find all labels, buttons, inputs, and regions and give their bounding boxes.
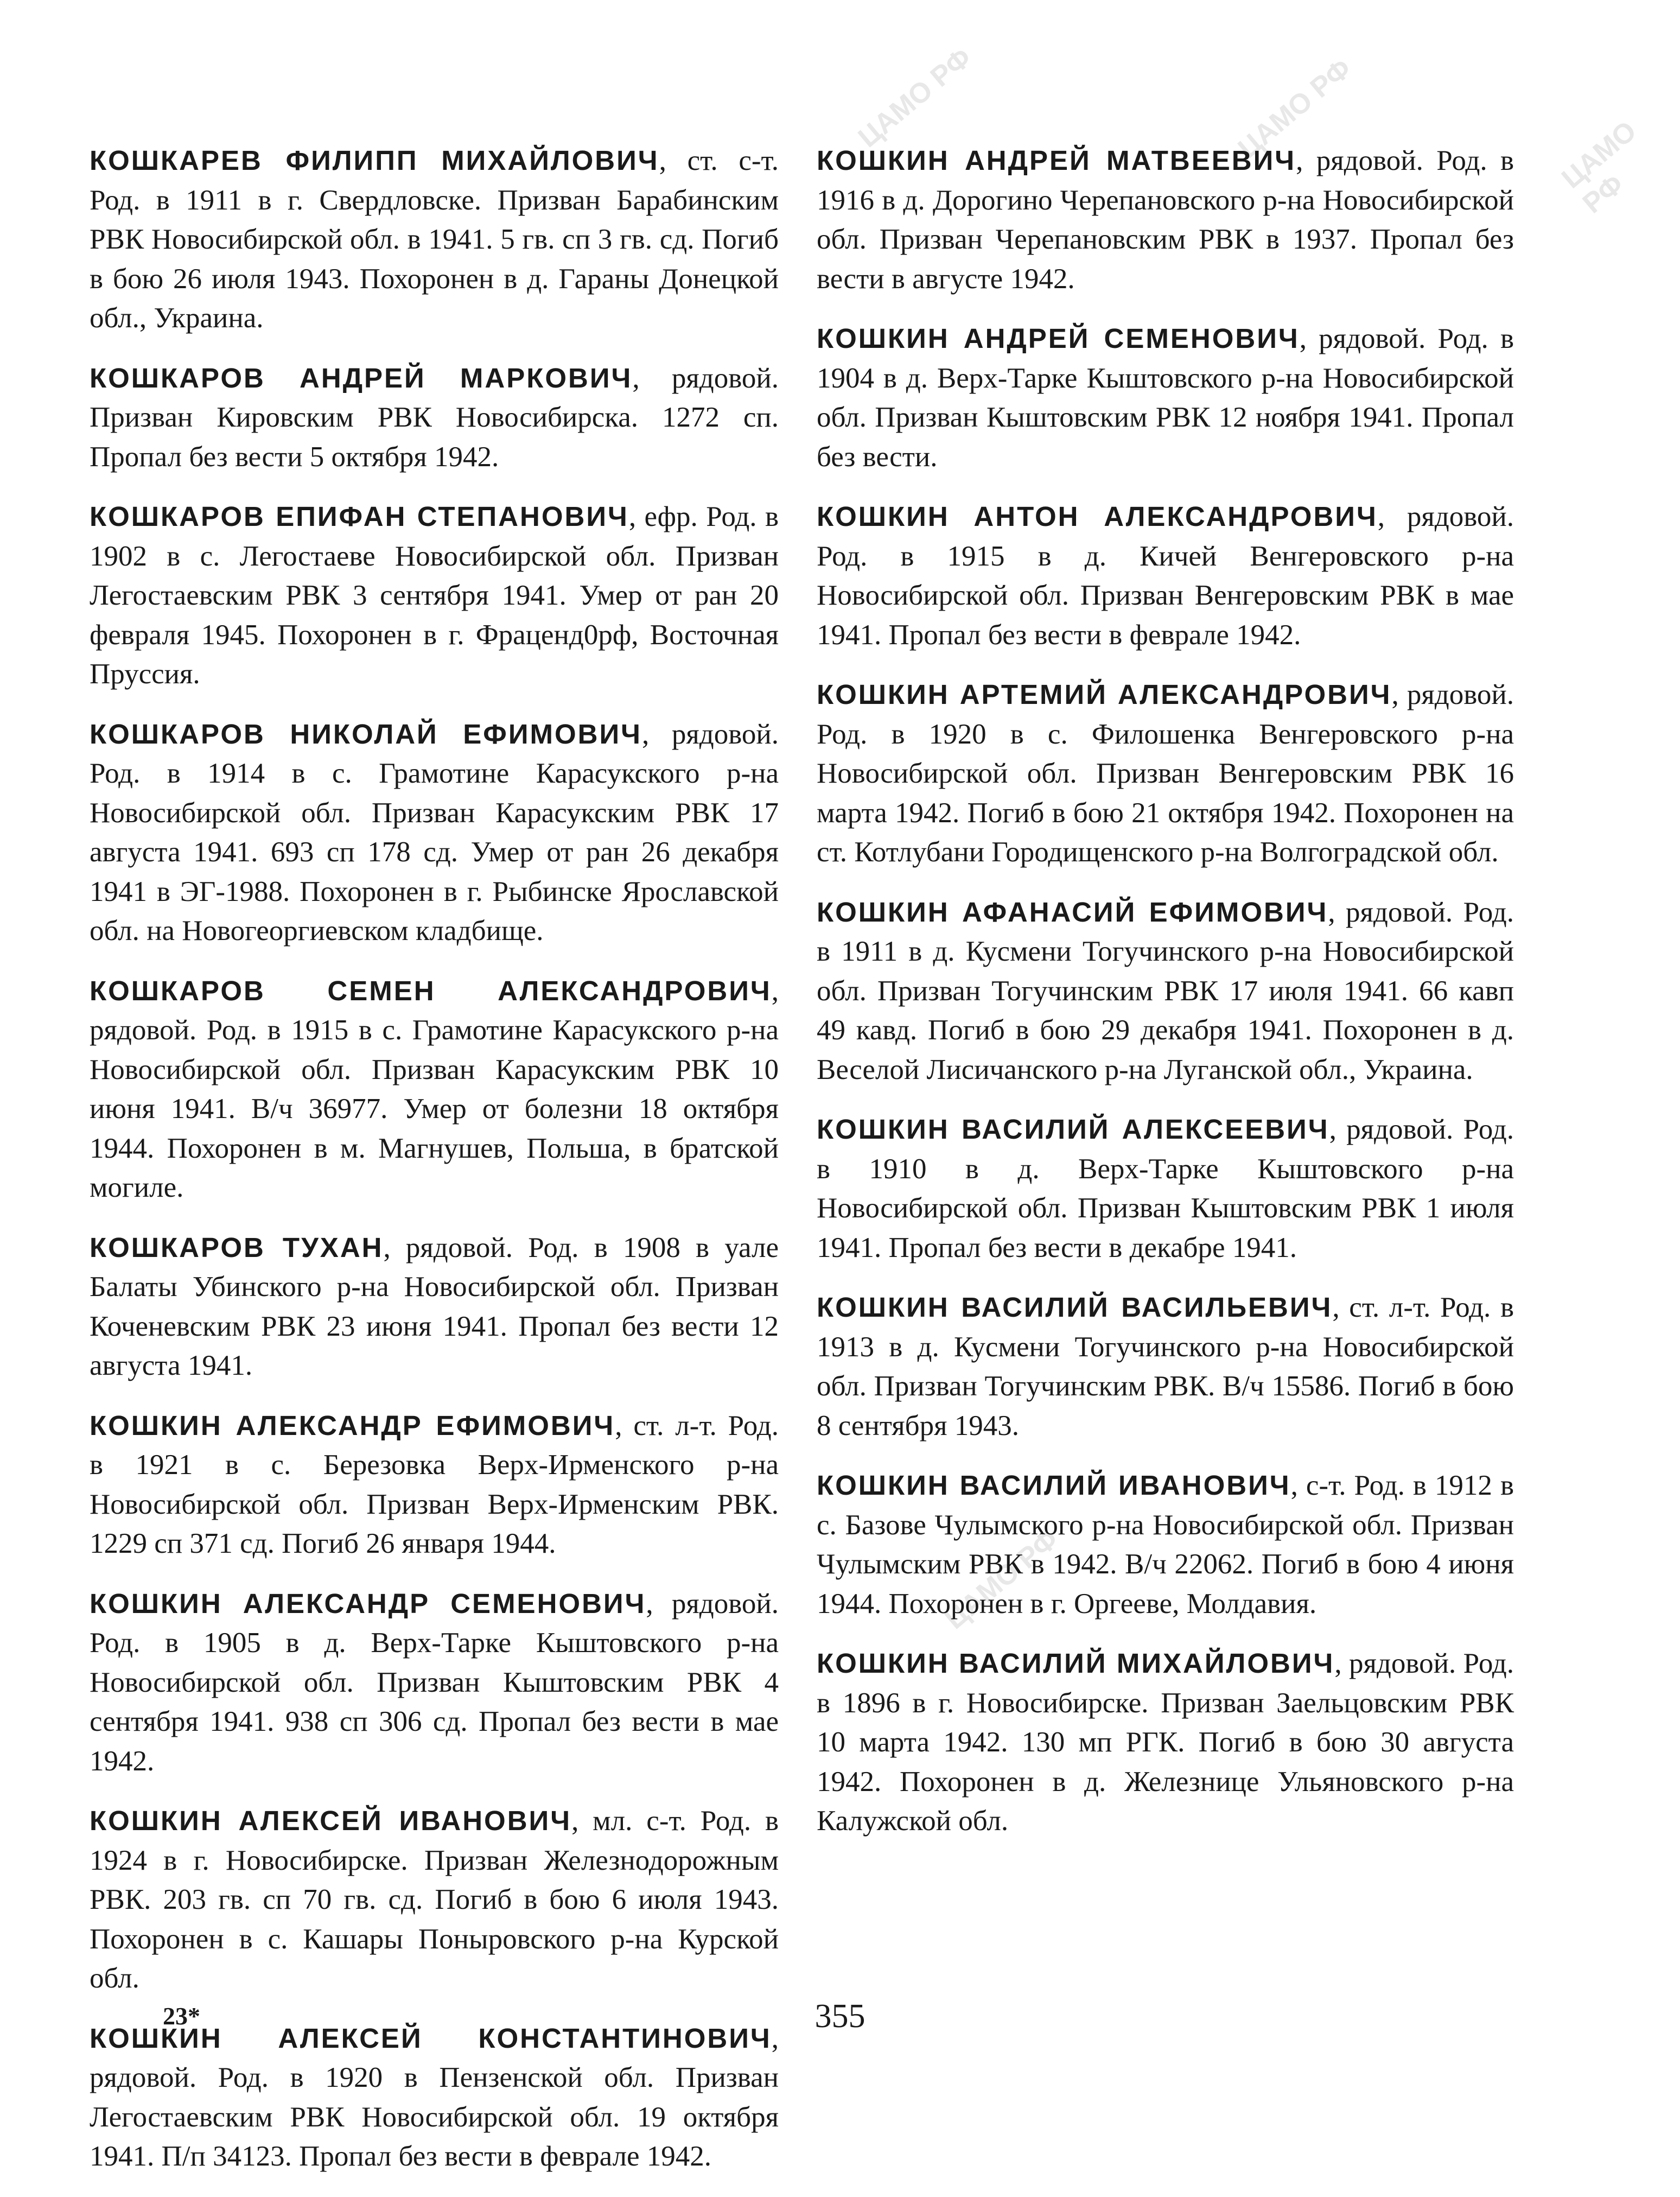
- watermark-stamp: ЦАМО РФ: [852, 41, 978, 154]
- watermark-stamp: ЦАМО РФ: [939, 1523, 1065, 1636]
- entry-text: , рядовой. Призван Кировским РВК Новосибирска. 1272 сп. Пропал без вести 5 октября 1942.: [90, 362, 779, 473]
- entry: [817, 141, 1514, 299]
- entry-name: КОШКАРОВ ТУХАН: [90, 1231, 384, 1263]
- right-column: [817, 141, 1514, 1862]
- entry-name: КОШКИН ВАСИЛИЙ ВАСИЛЬЕВИЧ: [817, 1292, 1333, 1323]
- entry: [817, 1110, 1514, 1267]
- entry-text: , ст. л-т. Род. в 1921 в с. Березовка Верх-Ирменского р-на Новосибирской обл. Призван Верх-Ирменским РВК. 1229 сп 371 сд. Погиб 26 января 1944.: [90, 1409, 779, 1559]
- entry-text: , ст. с-т. Род. в 1911 в г. Свердловске. Призван Барабинским РВК Новосибирской обл. в 1941. 5 гв. сп 3 гв. сд. Погиб в бою 26 июля 1943. Похоронен в д. Гараны Донецкой обл., Украина.: [90, 145, 779, 334]
- entry-name: КОШКАРОВ АНДРЕЙ МАРКОВИЧ: [90, 362, 633, 393]
- entry-name: КОШКИН АЛЕКСАНДР СЕМЕНОВИЧ: [90, 1588, 646, 1619]
- entry-text: , рядовой. Род. в 1911 в д. Кусмени Тогучинского р-на Новосибирской обл. Призван Тогучинским РВК 17 июля 1941. 66 кавп 49 кавд. Погиб в бою 29 декабря 1941. Похоронен в д. Веселой Лисичанского р-на Луганской обл., Украина.: [817, 896, 1514, 1085]
- entry: [817, 1644, 1514, 1841]
- entry-name: КОШКИН ВАСИЛИЙ ИВАНОВИЧ: [817, 1470, 1291, 1501]
- entry-text: , рядовой. Род. в 1920 в Пензенской обл. Призван Легостаевским РВК Новосибирской обл. 19 октября 1941. П/п 34123. Пропал без вести в феврале 1942.: [90, 2022, 779, 2172]
- entry-text: , рядовой. Род. в 1904 в д. Верх-Тарке Кыштовского р-на Новосибирской обл. Призван Кыштовским РВК 12 ноября 1941. Пропал без вести.: [817, 323, 1514, 473]
- entry-text: , рядовой. Род. в 1914 в с. Грамотине Карасукского р-на Новосибирской обл. Призван Карасукским РВК 17 августа 1941. 693 сп 178 сд. Умер от ран 26 декабря 1941 в ЭГ-1988. Похоронен в г. Рыбинске Ярославской обл. на Новогеоргиевском кладбище.: [90, 718, 779, 947]
- entry: [90, 1584, 779, 1781]
- entry: [90, 1228, 779, 1386]
- entry-name: КОШКИН АНТОН АЛЕКСАНДРОВИЧ: [817, 501, 1378, 532]
- entry-name: КОШКИН АНДРЕЙ МАТВЕЕВИЧ: [817, 145, 1296, 176]
- entry: [817, 1288, 1514, 1445]
- entry-name: КОШКИН АФАНАСИЙ ЕФИМОВИЧ: [817, 896, 1328, 928]
- entry: [90, 715, 779, 951]
- watermark-stamp: ЦАМО РФ: [1556, 115, 1643, 220]
- entry: [817, 1466, 1514, 1623]
- entry-name: КОШКИН АЛЕКСЕЙ КОНСТАНТИНОВИЧ: [90, 2022, 772, 2054]
- entry-text: , рядовой. Род. в 1915 в д. Кичей Венгеровского р-на Новосибирской обл. Призван Венгеровским РВК в мае 1941. Пропал без вести в феврале 1942.: [817, 501, 1514, 651]
- entry-text: , мл. с-т. Род. в 1924 в г. Новосибирске. Призван Железнодорожным РВК. 203 гв. сп 70 гв. сд. Погиб в бою 6 июля 1943. Похоронен в с. Кашары Поныровского р-на Курской обл.: [90, 1805, 779, 1994]
- watermark-stamp: ЦАМО РФ: [1232, 52, 1358, 165]
- entry-text: , рядовой. Род. в 1905 в д. Верх-Тарке Кыштовского р-на Новосибирской обл. Призван Кыштовским РВК 4 сентября 1941. 938 сп 306 сд. Пропал без вести в мае 1942.: [90, 1588, 779, 1777]
- entry-name: КОШКАРОВ СЕМЕН АЛЕКСАНДРОВИЧ: [90, 975, 772, 1006]
- entry: [817, 319, 1514, 477]
- entry: [817, 497, 1514, 655]
- entry-text: , ст. л-т. Род. в 1913 в д. Кусмени Тогучинского р-на Новосибирской обл. Призван Тогучинским РВК. В/ч 15586. Погиб в бою 8 сентября 1943.: [817, 1292, 1514, 1442]
- entry: [90, 1406, 779, 1564]
- entry-text: , ефр. Род. в 1902 в с. Легостаеве Новосибирской обл. Призван Легостаевским РВК 3 сентября 1941. Умер от ран 20 февраля 1945. Похоронен в г. Фраценд0рф, Восточная Пруссия.: [90, 501, 779, 690]
- entry-name: КОШКИН АНДРЕЙ СЕМЕНОВИЧ: [817, 323, 1300, 354]
- entry-text: , рядовой. Род. в 1916 в д. Дорогино Черепановского р-на Новосибирской обл. Призван Черепановским РВК в 1937. Пропал без вести в августе 1942.: [817, 145, 1514, 295]
- printer-signature: 23*: [163, 2002, 200, 2030]
- entry-name: КОШКИН АЛЕКСАНДР ЕФИМОВИЧ: [90, 1409, 615, 1441]
- entry-name: КОШКИН ВАСИЛИЙ АЛЕКСЕЕВИЧ: [817, 1114, 1329, 1145]
- entry-name: КОШКИН АЛЕКСЕЙ ИВАНОВИЧ: [90, 1805, 572, 1836]
- entry: [90, 497, 779, 694]
- entry: [817, 675, 1514, 872]
- entry: [90, 1801, 779, 1998]
- entry-text: , рядовой. Род. в 1910 в д. Верх-Тарке Кыштовского р-на Новосибирской обл. Призван Кыштовским РВК 1 июля 1941. Пропал без вести в декабре 1941.: [817, 1114, 1514, 1263]
- entry-text: , рядовой. Род. в 1908 в уале Балаты Убинского р-на Новосибирской обл. Призван Коченевским РВК 23 июня 1941. Пропал без вести 12 августа 1941.: [90, 1231, 779, 1381]
- entry: [90, 971, 779, 1208]
- page-number: 355: [814, 1998, 866, 2035]
- entry: [817, 893, 1514, 1090]
- entry-name: КОШКАРОВ ЕПИФАН СТЕПАНОВИЧ: [90, 501, 629, 532]
- entry: [90, 2019, 779, 2176]
- entry: [90, 359, 779, 477]
- entry: [90, 141, 779, 338]
- left-column: [90, 141, 779, 2197]
- entry-name: КОШКИН АРТЕМИЙ АЛЕКСАНДРОВИЧ: [817, 679, 1392, 710]
- entry-text: , рядовой. Род. в 1920 в с. Филошенка Венгеровского р-на Новосибирской обл. Призван Венгеровским РВК 16 марта 1942. Погиб в бою 21 октября 1942. Похоронен на ст. Котлубани Городищенского р-на Волгоградской обл.: [817, 679, 1514, 868]
- entry-text: , рядовой. Род. в 1915 в с. Грамотине Карасукского р-на Новосибирской обл. Призван Карасукским РВК 10 июня 1941. В/ч 36977. Умер от болезни 18 октября 1944. Похоронен в м. Магнушев, Польша, в братской могиле.: [90, 975, 779, 1203]
- entry-text: , с-т. Род. в 1912 в с. Базове Чулымского р-на Новосибирской обл. Призван Чулымским РВК в 1942. В/ч 22062. Погиб в бою 4 июня 1944. Похоронен в г. Оргееве, Молдавия.: [817, 1470, 1514, 1620]
- entry-name: КОШКАРОВ НИКОЛАЙ ЕФИМОВИЧ: [90, 718, 642, 750]
- entry-text: , рядовой. Род. в 1896 в г. Новосибирске. Призван Заельцовским РВК 10 марта 1942. 130 мп РГК. Погиб в бою 30 августа 1942. Похоронен в д. Железнице Ульяновского р-на Калужской обл.: [817, 1648, 1514, 1837]
- entry-name: КОШКАРЕВ ФИЛИПП МИХАЙЛОВИЧ: [90, 145, 659, 176]
- entry-name: КОШКИН ВАСИЛИЙ МИХАЙЛОВИЧ: [817, 1648, 1335, 1679]
